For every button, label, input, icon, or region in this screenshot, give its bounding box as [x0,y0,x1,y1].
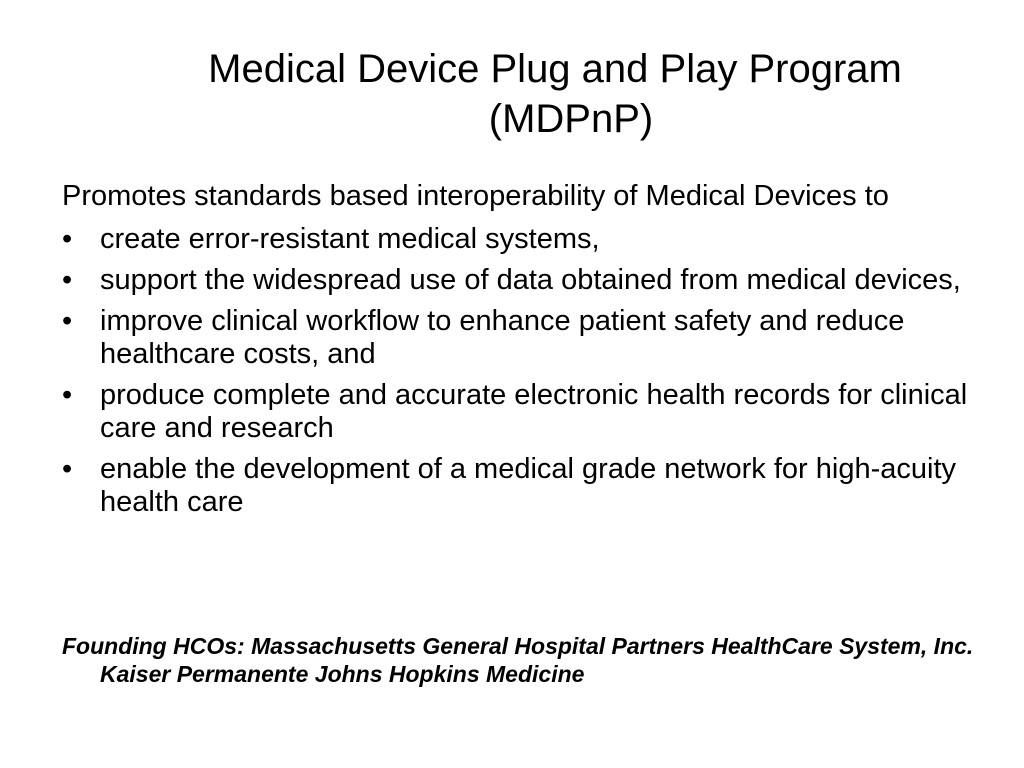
bullet-icon: • [62,379,73,411]
title-line-2: (MDPnP) [488,97,654,141]
bullet-item [62,453,982,519]
bullet-item [62,264,982,297]
bullet-icon: • [62,453,73,485]
bullet-text: support the widespread use of data obtained from medical devices, [100,264,961,296]
slide-body [62,180,982,527]
title-line-1: Medical Device Plug and Play Program [208,47,902,91]
bullet-text: produce complete and accurate electronic health records for clinical care and research [100,379,968,444]
bullet-text: improve clinical workflow to enhance patient safety and reduce healthcare costs, and [100,305,905,370]
bullet-icon: • [62,264,73,296]
bullet-list [62,223,982,519]
bullet-item [62,305,982,371]
founding-hcos-text: Founding HCOs: Massachusetts General Hospital Partners HealthCare System, Inc. Kaiser Permanente Johns Hopkins Medicine [62,633,974,687]
bullet-icon: • [62,223,73,255]
bullet-item [62,379,982,445]
intro-text: Promotes standards based interoperability of Medical Devices to [62,180,889,212]
slide-title [120,44,990,144]
bullet-text: enable the development of a medical grade network for high-acuity health care [100,453,957,518]
bullet-item [62,223,982,256]
bullet-icon: • [62,305,73,337]
bullet-text: create error-resistant medical systems, [100,223,600,255]
